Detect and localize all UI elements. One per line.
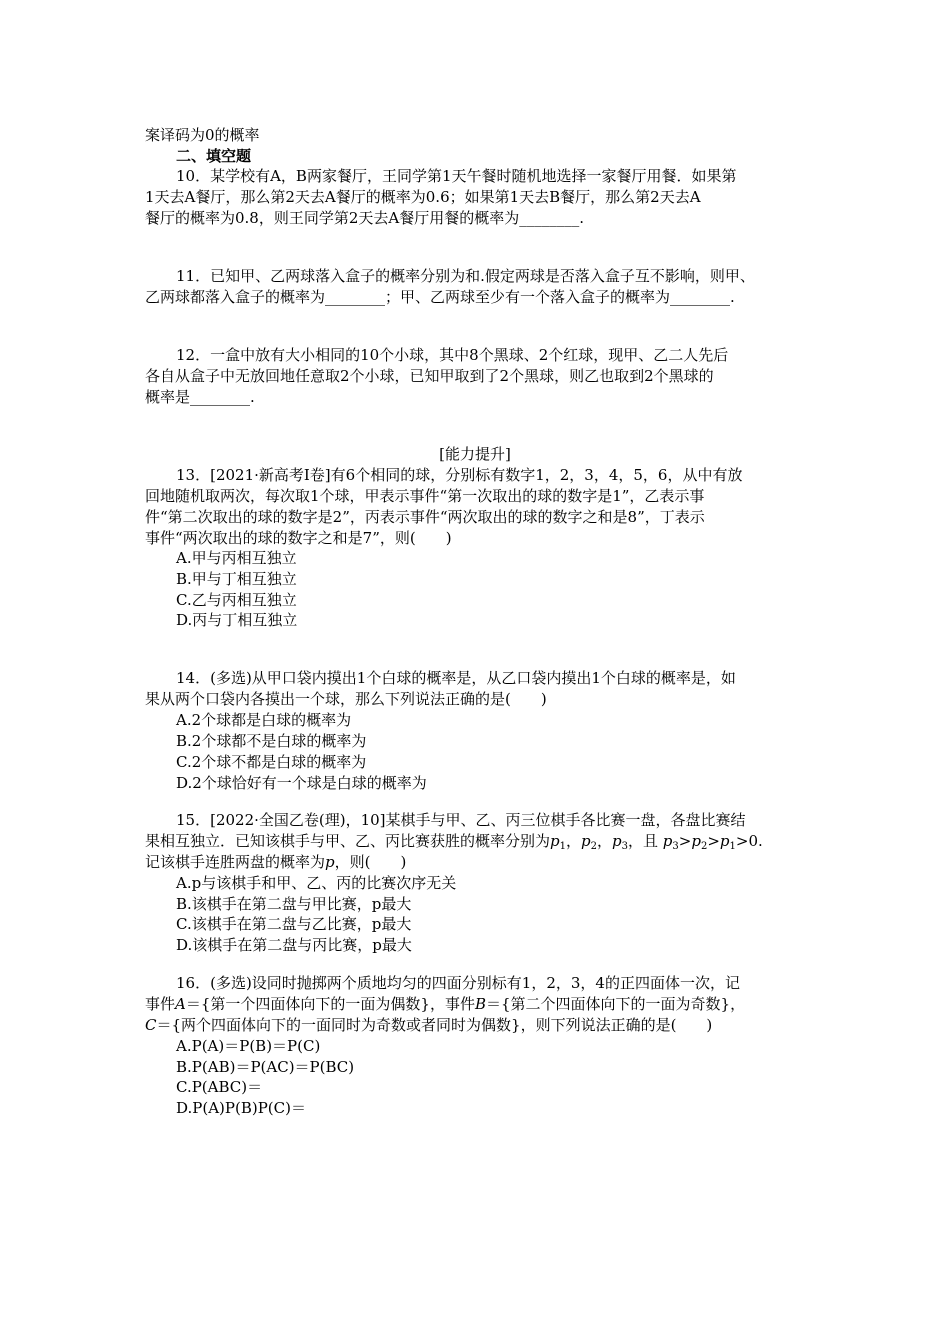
q11-line-2: 乙两球都落入盒子的概率为________；甲、乙两球至少有一个落入盒子的概率为________. — [145, 288, 735, 306]
q10-line-1: 10．某学校有A，B两家餐厅，王同学第1天午餐时随机地选择一家餐厅用餐．如果第 — [176, 167, 737, 185]
q10-line-3: 餐厅的概率为0.8，则王同学第2天去A餐厅用餐的概率为________. — [145, 209, 585, 227]
q14-line-2: 果从两个口袋内各摸出一个球，那么下列说法正确的是( ) — [145, 690, 547, 708]
q16-line-3: C＝{两个四面体向下的一面同时为奇数或者同时为偶数}，则下列说法正确的是( ) — [145, 1016, 713, 1034]
q16-option-b: B.P(AB)＝P(AC)＝P(BC) — [176, 1058, 355, 1076]
intro-line: 案译码为0的概率 — [145, 126, 260, 144]
q13-option-c: C.乙与丙相互独立 — [176, 591, 297, 609]
q14-option-c: C.2个球不都是白球的概率为 — [176, 753, 367, 771]
q15-line-1: 15．[2022·全国乙卷(理)，10]某棋手与甲、乙、丙三位棋手各比赛一盘，各盘比赛结 — [176, 811, 746, 829]
q14-option-b: B.2个球都不是白球的概率为 — [176, 732, 367, 750]
q12-line-2: 各自从盒子中无放回地任意取2个小球，已知甲取到了2个黑球，则乙也取到2个黑球的 — [145, 367, 714, 385]
q13-line-3: 件“第二次取出的球的数字是2”，丙表示事件“两次取出的球的数字之和是8”，丁表示 — [145, 508, 705, 526]
q15-p-symbol: p — [325, 853, 335, 871]
q14-line-1: 14．(多选)从甲口袋内摸出1个白球的概率是，从乙口袋内摸出1个白球的概率是，如 — [176, 669, 736, 687]
q13-option-d: D.丙与丁相互独立 — [176, 611, 298, 629]
q14-option-a: A.2个球都是白球的概率为 — [176, 711, 352, 729]
q13-line-1: 13．[2021·新高考Ⅰ卷]有6个相同的球，分别标有数字1，2，3，4，5，6，从中有放 — [176, 466, 743, 484]
section-heading-ability: [能力提升] — [439, 445, 511, 463]
q16-line-2: 事件A＝{第一个四面体向下的一面为偶数}，事件B＝{第二个四面体向下的一面为奇数}， — [145, 995, 746, 1013]
q11-line-1: 11．已知甲、乙两球落入盒子的概率分别为和.假定两球是否落入盒子互不影响，则甲、 — [176, 267, 755, 285]
section-heading-fill-in: 二、填空题 — [176, 147, 252, 165]
q13-option-b: B.甲与丁相互独立 — [176, 570, 297, 588]
q12-line-1: 12．一盒中放有大小相同的10个小球，其中8个黑球、2个红球，现甲、乙二人先后 — [176, 346, 729, 364]
q15-option-c: C.该棋手在第二盘与乙比赛，p最大 — [176, 915, 412, 933]
q15-line-2-text: 果相互独立．已知该棋手与甲、乙、丙比赛获胜的概率分别为 — [145, 832, 551, 850]
q13-line-4: 事件“两次取出的球的数字之和是7”，则( ) — [145, 529, 452, 547]
q16-line-1: 16．(多选)设同时抛掷两个质地均匀的四面分别标有1，2，3，4的正四面体一次，记 — [176, 974, 740, 992]
q15-line-2: 果相互独立．已知该棋手与甲、乙、丙比赛获胜的概率分别为$p_1$，$p_2$，$p_3$，且 $p_3>p_2>p_1>0$. — [145, 832, 763, 852]
q16-option-a: A.P(A)＝P(B)＝P(C) — [176, 1037, 321, 1055]
q10-line-2: 1天去A餐厅，那么第2天去A餐厅的概率为0.6；如果第1天去B餐厅，那么第2天去A — [145, 188, 701, 206]
q15-option-d: D.该棋手在第二盘与丙比赛，p最大 — [176, 936, 412, 954]
q12-line-3: 概率是________. — [145, 388, 255, 406]
q13-line-2: 回地随机取两次，每次取1个球，甲表示事件“第一次取出的球的数字是1”，乙表示事 — [145, 487, 705, 505]
q13-option-a: A.甲与丙相互独立 — [176, 549, 297, 567]
q15-option-a: A.p与该棋手和甲、乙、丙的比赛次序无关 — [176, 874, 457, 892]
q14-option-d: D.2个球恰好有一个球是白球的概率为 — [176, 774, 427, 792]
q15-line-3: 记该棋手连胜两盘的概率为p，则( ) — [145, 853, 407, 871]
q16-option-d: D.P(A)P(B)P(C)＝ — [176, 1099, 306, 1117]
q16-option-c: C.P(ABC)＝ — [176, 1078, 263, 1096]
q15-option-b: B.该棋手在第二盘与甲比赛，p最大 — [176, 895, 412, 913]
